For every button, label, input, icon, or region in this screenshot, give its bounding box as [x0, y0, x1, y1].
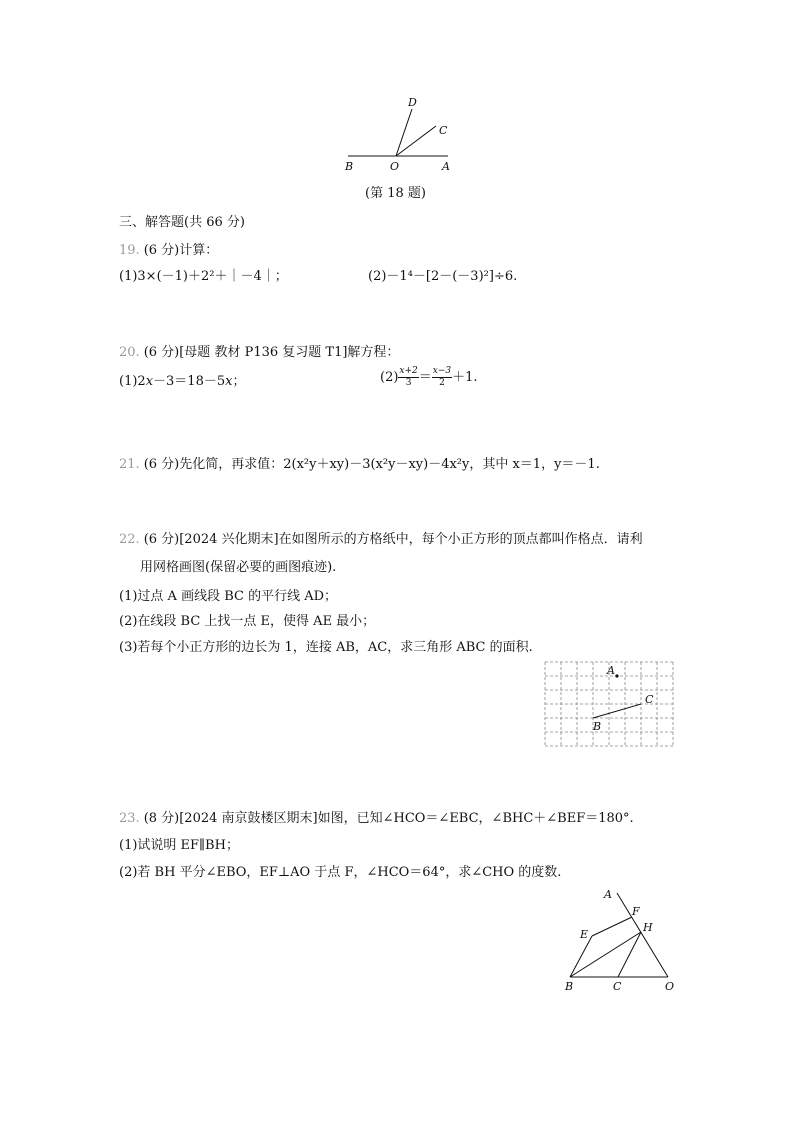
figure-18-caption: (第 18 题): [365, 186, 426, 201]
question-stem: (6 分)[母题 教材 P136 复习题 T1]解方程：: [143, 345, 400, 360]
question-22-line-2: 用网格画图(保留必要的画图痕迹).: [140, 560, 337, 575]
figure-23: [560, 885, 680, 995]
label-C: C: [439, 124, 448, 137]
question-number: 23.: [119, 811, 140, 826]
text: －3＝18－5: [153, 374, 226, 389]
label-O: O: [665, 980, 675, 993]
label-C: C: [645, 693, 654, 706]
label-F: F: [632, 905, 640, 918]
grid-figure: [544, 661, 676, 751]
q22-part-3: (3)若每个小正方形的边长为 1，连接 AB，AC，求三角形 ABC 的面积.: [119, 640, 533, 655]
var-x: x: [225, 374, 233, 389]
label-A: A: [442, 160, 450, 173]
fraction-1: [398, 366, 418, 389]
question-20: [119, 341, 399, 360]
label-B: B: [565, 980, 574, 993]
question-22-line-1: [119, 528, 643, 547]
q22-part-1: (1)过点 A 画线段 BC 的平行线 AD；: [119, 589, 338, 604]
text: (2): [380, 370, 399, 385]
question-19: [119, 239, 218, 258]
line-EF: [592, 917, 632, 936]
label-E: E: [580, 928, 589, 941]
label-H: H: [643, 921, 653, 934]
figure-18: [330, 92, 465, 174]
question-number: 20.: [119, 345, 140, 360]
q23-part-2: (2)若 BH 平分∠EBO，EF⊥AO 于点 F，∠HCO＝64°，求∠CHO 的度数.: [119, 865, 562, 880]
label-B: B: [593, 720, 602, 733]
line-BE: [570, 936, 592, 977]
question-stem: (8 分)[2024 南京鼓楼区期末]如图，已知∠HCO＝∠EBC，∠BHC＋∠BEF＝180°.: [143, 811, 634, 826]
question-number: 22.: [119, 532, 140, 547]
equals: ＝: [418, 370, 432, 385]
q19-part-2: (2)－1⁴－[2－(－3)²]÷6.: [368, 269, 518, 284]
q23-part-1: (1)试说明 EF∥BH；: [119, 838, 239, 853]
label-O: O: [390, 160, 400, 173]
text: ；: [232, 374, 246, 389]
point-A: [615, 674, 618, 677]
ray-OD: [396, 109, 412, 156]
var-x: x: [145, 374, 154, 389]
numerator: x−3: [432, 366, 452, 376]
fraction-2: [432, 366, 452, 389]
question-23: [119, 807, 634, 826]
question-stem: (6 分)计算：: [143, 243, 219, 258]
label-C: C: [613, 980, 622, 993]
question-text: (6 分)先化简，再求值：2(x²y＋xy)－3(x²y－xy)－4x²y，其中 x＝1，y＝－1.: [143, 457, 600, 472]
text: (1)2: [119, 374, 146, 389]
q20-part-2: [380, 366, 478, 389]
denominator: 2: [439, 378, 445, 388]
text: ＋1.: [452, 370, 478, 385]
section-heading: 三、解答题(共 66 分): [119, 215, 245, 230]
question-stem: (6 分)[2024 兴化期末]在如图所示的方格纸中，每个小正方形的顶点都叫作格点．请利: [143, 532, 643, 547]
numerator: x+2: [399, 366, 418, 376]
denominator: 3: [405, 378, 412, 388]
question-21: [119, 453, 600, 472]
label-D: D: [408, 96, 417, 109]
label-A: A: [607, 664, 615, 677]
question-number: 21.: [119, 457, 140, 472]
label-B: B: [345, 160, 354, 173]
label-A: A: [604, 888, 612, 901]
q19-part-1: (1)3×(－1)＋2²＋｜－4｜；: [119, 269, 288, 284]
q22-part-2: (2)在线段 BC 上找一点 E，使得 AE 最小；: [119, 614, 376, 629]
ray-OC: [396, 126, 436, 156]
segment-BC: [593, 704, 641, 718]
q20-part-1: [119, 370, 245, 389]
question-number: 19.: [119, 243, 140, 258]
